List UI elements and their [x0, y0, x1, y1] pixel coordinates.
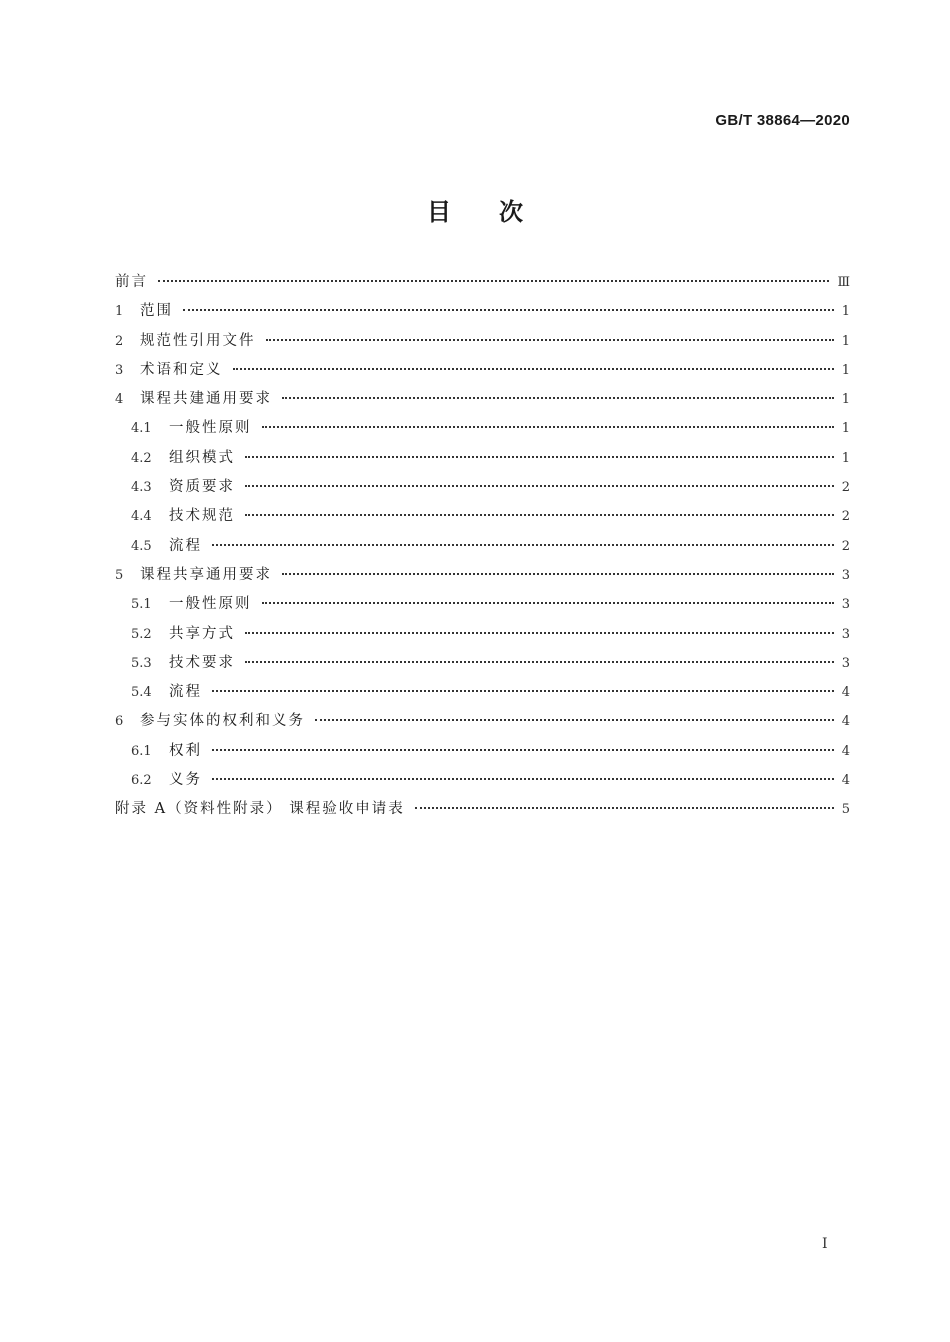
toc-entry[interactable]: [115, 475, 850, 504]
toc-entry-page: 2: [841, 509, 850, 525]
toc-entry[interactable]: [115, 446, 850, 475]
toc-entry-number: 5.3: [131, 655, 152, 671]
toc-entry-number: 5: [115, 567, 124, 583]
toc-entry-number: 3: [115, 362, 124, 378]
toc-entry[interactable]: [115, 739, 850, 768]
page-number: I: [822, 1236, 828, 1252]
toc-dot-leader: [266, 339, 834, 341]
toc-dot-leader: [245, 456, 834, 458]
toc-entry-page: 1: [841, 362, 850, 378]
toc-entry-page: 4: [841, 714, 850, 730]
toc-entry-page: 3: [841, 626, 850, 642]
toc-entry-number: 4.4: [131, 509, 152, 525]
toc-entry-number: 4.2: [131, 450, 152, 466]
toc-entry[interactable]: [115, 504, 850, 533]
toc-entry-page: 1: [841, 333, 850, 349]
toc-entry[interactable]: [115, 329, 850, 358]
toc-entry[interactable]: [115, 270, 850, 299]
toc-dot-leader: [245, 632, 834, 634]
toc-dot-leader: [245, 485, 834, 487]
toc-entry[interactable]: [115, 680, 850, 709]
toc-dot-leader: [282, 397, 834, 399]
toc-dot-leader: [233, 368, 834, 370]
toc-dot-leader: [245, 514, 834, 516]
toc-entry-number: 1: [115, 304, 124, 320]
toc-entry[interactable]: [115, 622, 850, 651]
toc-entry-page: 2: [841, 480, 850, 496]
toc-entry-page: 4: [841, 773, 850, 789]
toc-entry[interactable]: [115, 387, 850, 416]
toc-entry-label: 课程共建通用要求: [140, 391, 272, 408]
toc-entry[interactable]: [115, 358, 850, 387]
toc-entry-number: 2: [115, 333, 124, 349]
toc-entry-page: 5: [841, 802, 850, 818]
toc-entry-label: 参与实体的权利和义务: [140, 713, 305, 730]
toc-dot-leader: [212, 544, 834, 546]
toc-entry-number: 6: [115, 714, 124, 730]
standard-code: GB/T 38864—2020: [715, 112, 850, 129]
toc-entry-label: 前言: [115, 274, 148, 290]
toc-entry-number: 5.2: [131, 626, 152, 642]
toc-entry-number: 5.4: [131, 685, 152, 701]
toc-entry-label: 技术规范: [169, 508, 235, 525]
toc-entry-number: 4.3: [131, 480, 152, 496]
toc-entry[interactable]: [115, 416, 850, 445]
toc-entry-page: 1: [841, 392, 850, 408]
toc-entry-label: 资质要求: [169, 479, 235, 496]
toc-entry-label: 一般性原则: [169, 420, 252, 437]
toc-entry[interactable]: [115, 592, 850, 621]
toc-entry-page: 3: [841, 655, 850, 671]
table-of-contents: [115, 270, 850, 827]
toc-dot-leader: [212, 778, 834, 780]
toc-entry-page: 3: [841, 597, 850, 613]
toc-dot-leader: [212, 690, 834, 692]
toc-entry-page: 4: [841, 743, 850, 759]
toc-entry-number: 6.1: [131, 743, 152, 759]
toc-entry-number: 4: [115, 392, 124, 408]
toc-entry-label: 规范性引用文件: [140, 332, 256, 349]
toc-entry-page: 1: [841, 421, 850, 437]
toc-entry-page: Ⅲ: [837, 275, 850, 290]
toc-entry-page: 3: [841, 567, 850, 583]
toc-entry[interactable]: [115, 709, 850, 738]
toc-dot-leader: [315, 719, 834, 721]
toc-entry[interactable]: [115, 563, 850, 592]
toc-entry-label: 共享方式: [169, 625, 235, 642]
toc-entry[interactable]: [115, 651, 850, 680]
toc-dot-leader: [262, 602, 834, 604]
toc-entry-number: 6.2: [131, 773, 152, 789]
toc-entry-label: 权利: [169, 742, 202, 759]
toc-dot-leader: [282, 573, 834, 575]
toc-entry-page: 1: [841, 304, 850, 320]
toc-entry-label: 义务: [169, 772, 202, 789]
toc-entry-number: 5.1: [131, 597, 152, 613]
toc-entry-page: 2: [841, 538, 850, 554]
toc-entry-label: 课程共享通用要求: [140, 566, 272, 583]
toc-entry-label: 流程: [169, 537, 202, 554]
toc-entry-label: 附录 A（资料性附录） 课程验收申请表: [115, 801, 405, 818]
toc-dot-leader: [245, 661, 834, 663]
toc-dot-leader: [183, 309, 834, 311]
toc-entry-label: 流程: [169, 684, 202, 701]
toc-entry-label: 一般性原则: [169, 596, 252, 613]
toc-entry-label: 技术要求: [169, 654, 235, 671]
toc-dot-leader: [212, 749, 834, 751]
toc-dot-leader: [415, 807, 834, 809]
toc-dot-leader: [158, 280, 829, 282]
toc-entry[interactable]: [115, 534, 850, 563]
toc-entry[interactable]: [115, 797, 850, 826]
toc-entry-number: 4.5: [131, 538, 152, 554]
toc-entry-page: 1: [841, 450, 850, 466]
toc-entry-number: 4.1: [131, 421, 152, 437]
toc-dot-leader: [262, 426, 834, 428]
toc-entry-page: 4: [841, 685, 850, 701]
toc-entry-label: 术语和定义: [140, 361, 223, 378]
toc-entry[interactable]: [115, 299, 850, 328]
toc-entry[interactable]: [115, 768, 850, 797]
toc-entry-label: 范围: [140, 303, 173, 320]
toc-entry-label: 组织模式: [169, 449, 235, 466]
page-title: 目次: [427, 198, 571, 226]
